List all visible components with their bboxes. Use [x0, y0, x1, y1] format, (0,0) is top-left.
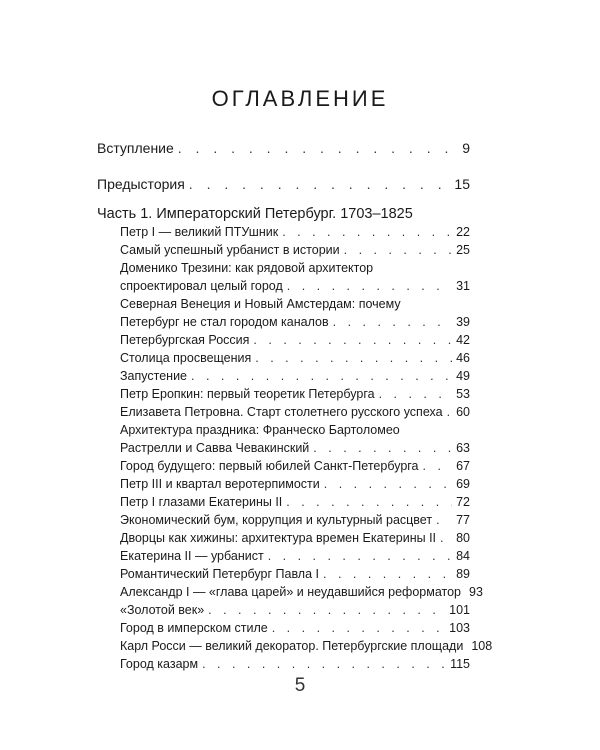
dot-leader [440, 532, 452, 545]
page-title: ОГЛАВЛЕНИЕ [211, 86, 389, 111]
entry-title: Город казарм [120, 657, 199, 671]
toc-entry[interactable] [120, 388, 470, 401]
toc-entry[interactable] [120, 514, 470, 527]
dot-leader [286, 496, 452, 509]
toc-entry[interactable] [120, 370, 470, 383]
toc-entry[interactable] [120, 442, 470, 455]
toc-entry[interactable] [120, 352, 470, 365]
dot-leader [344, 244, 452, 257]
toc-entry[interactable] [120, 550, 470, 563]
page-number: 5 [294, 675, 306, 696]
toc-entry[interactable] [120, 406, 470, 419]
entry-title: Петр III и квартал веротерпимости [120, 477, 320, 491]
dot-leader [333, 316, 452, 329]
entry-title: Предыстория [97, 176, 185, 192]
toc-entry[interactable] [120, 478, 470, 491]
toc-entry[interactable] [120, 658, 470, 671]
dot-leader [255, 352, 452, 365]
entry-page: 108 [471, 639, 493, 653]
toc-entry[interactable] [120, 585, 483, 599]
dot-leader [268, 550, 452, 563]
dot-leader [282, 226, 452, 239]
entry-page: 80 [456, 531, 470, 545]
entry-title: Город в имперском стиле [120, 621, 268, 635]
entry-title: Растрелли и Савва Чевакинский [120, 441, 310, 455]
toc-entry[interactable] [120, 316, 470, 329]
dot-leader [189, 177, 451, 191]
toc-entry[interactable] [120, 244, 470, 257]
entry-page: 77 [456, 513, 470, 527]
entry-title: Вступление [97, 140, 174, 156]
entry-page: 22 [456, 225, 470, 239]
entry-title: Дворцы как хижины: архитектура времен Екатерины II [120, 531, 437, 545]
dot-leader [253, 334, 452, 347]
dot-leader [178, 141, 458, 155]
entry-title: Город будущего: первый юбилей Санкт-Петербурга [120, 459, 419, 473]
toc-entry-prehistory[interactable] [97, 177, 470, 191]
entry-title: Петербург не стал городом каналов [120, 315, 329, 329]
entry-title: «Золотой век» [120, 603, 205, 617]
entry-page: 49 [456, 369, 470, 383]
toc-entry[interactable] [120, 334, 470, 347]
entry-page: 67 [456, 459, 470, 473]
entry-page: 69 [456, 477, 470, 491]
entry-page: 25 [456, 243, 470, 257]
entry-title: Екатерина II — урбанист [120, 549, 264, 563]
toc-entry[interactable] [120, 226, 470, 239]
dot-leader [379, 388, 453, 401]
toc-entry[interactable] [120, 639, 493, 653]
toc-entry[interactable] [120, 532, 470, 545]
entry-page: 60 [456, 405, 470, 419]
entry-title: Запустение [120, 369, 188, 383]
dot-leader [423, 460, 453, 473]
entry-page: 42 [456, 333, 470, 347]
entry-title: Петр Еропкин: первый теоретик Петербурга [120, 387, 375, 401]
entry-page: 72 [456, 495, 470, 509]
dot-leader [202, 658, 446, 671]
toc-entry-intro[interactable] [97, 141, 470, 155]
entry-title: Александр I — «глава царей» и неудавшийся реформатор [120, 585, 461, 599]
entry-page: 63 [456, 441, 470, 455]
toc-entry[interactable] [120, 568, 470, 581]
entry-page: 31 [456, 279, 470, 293]
dot-leader [191, 370, 452, 383]
toc-entry-line1[interactable]: Доменико Трезини: как рядовой архитектор [120, 261, 374, 275]
entry-page: 103 [449, 621, 470, 635]
entry-title: Самый успешный урбанист в истории [120, 243, 340, 257]
entry-page: 115 [450, 657, 470, 671]
entry-page: 84 [456, 549, 470, 563]
entry-title: Романтический Петербург Павла I [120, 567, 319, 581]
entry-page: 15 [454, 176, 470, 192]
toc-entry[interactable] [120, 496, 470, 509]
entry-page: 101 [449, 603, 470, 617]
entry-title: спроектировал целый город [120, 279, 283, 293]
entry-page: 46 [456, 351, 470, 365]
entry-page: 9 [462, 140, 470, 156]
toc-entry[interactable] [120, 460, 470, 473]
dot-leader [208, 604, 445, 617]
entry-title: Столица просвещения [120, 351, 252, 365]
dot-leader [272, 622, 445, 635]
dot-leader [287, 280, 452, 293]
entry-page: 39 [456, 315, 470, 329]
toc-entry[interactable] [120, 604, 470, 617]
entry-title: Экономический бум, коррупция и культурный расцвет [120, 513, 433, 527]
dot-leader [324, 478, 452, 491]
entry-page: 53 [456, 387, 470, 401]
entry-page: 89 [456, 567, 470, 581]
dot-leader [323, 568, 452, 581]
part-heading[interactable]: Часть 1. Императорский Петербург. 1703–1825 [97, 206, 413, 222]
entry-title: Петр I глазами Екатерины II [120, 495, 283, 509]
entry-page: 93 [469, 585, 483, 599]
toc-entry-line1[interactable]: Архитектура праздника: Франческо Бартоломео [120, 423, 400, 437]
dot-leader [313, 442, 452, 455]
toc-entry[interactable] [120, 280, 470, 293]
entry-title: Петербургская Россия [120, 333, 250, 347]
entry-title: Петр I — великий ПТУшник [120, 225, 279, 239]
entry-title: Елизавета Петровна. Старт столетнего русского успеха [120, 405, 443, 419]
toc-entry-line1[interactable]: Северная Венеция и Новый Амстердам: почему [120, 297, 401, 311]
entry-title: Карл Росси — великий декоратор. Петербургские площади [120, 639, 464, 653]
dot-leader [436, 514, 452, 527]
dot-leader [447, 406, 453, 419]
toc-entry[interactable] [120, 622, 470, 635]
